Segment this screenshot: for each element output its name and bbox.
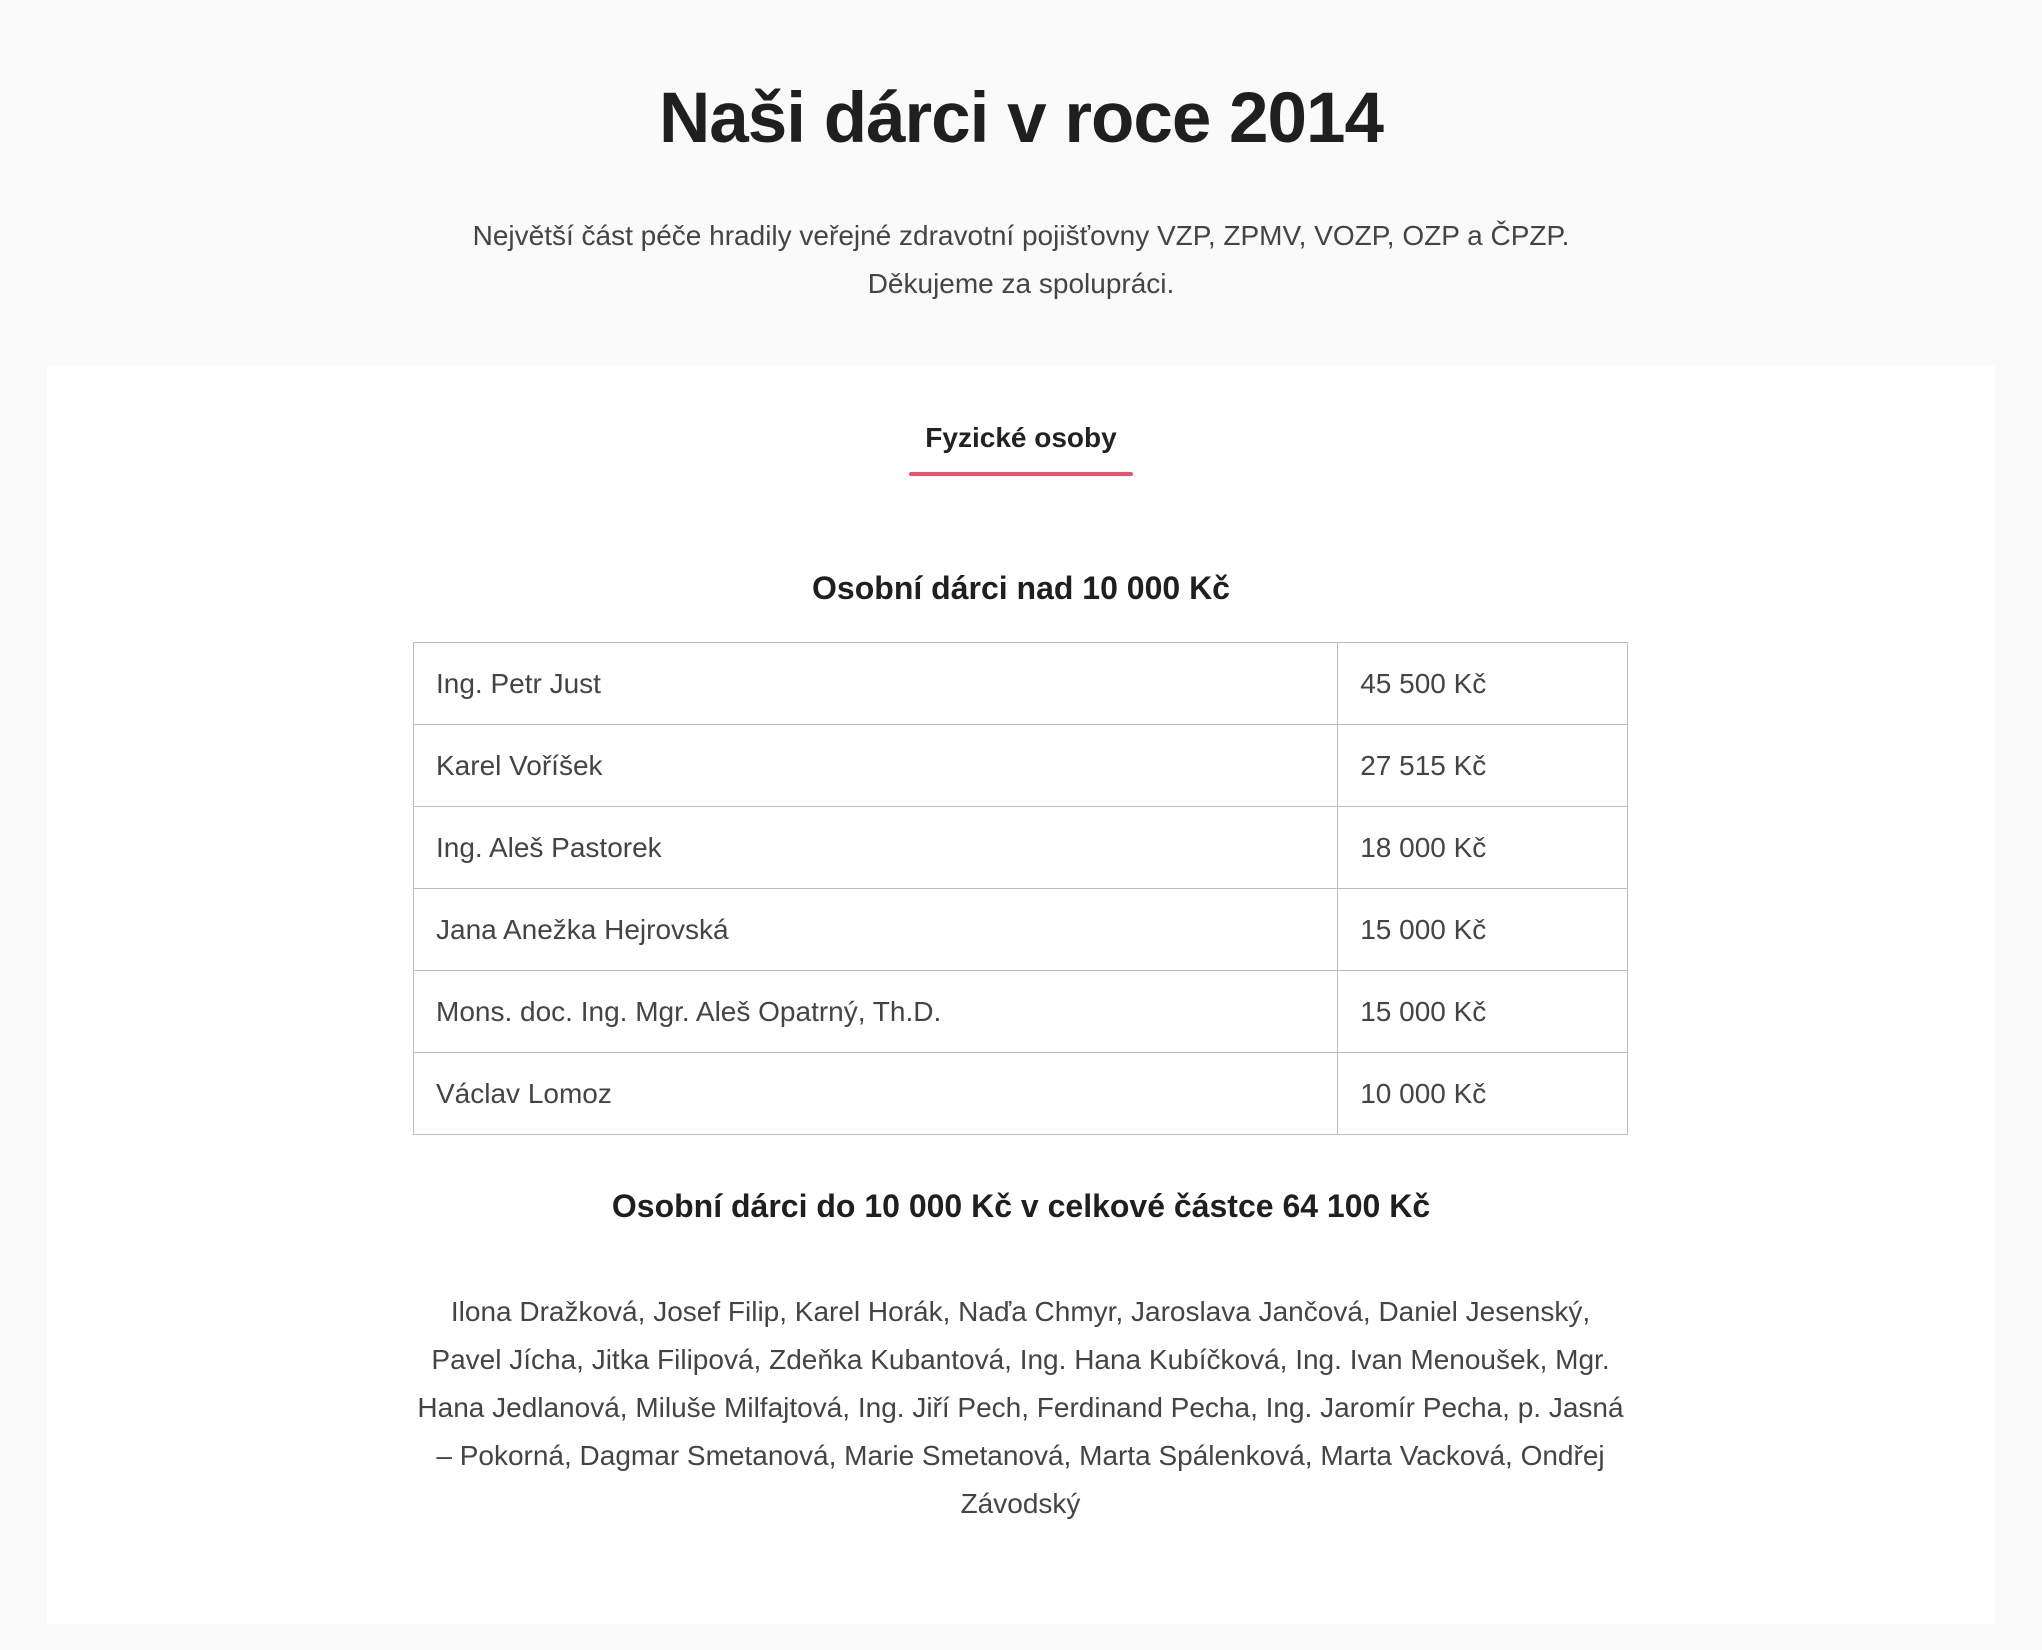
donor-amount-cell: 45 500 Kč xyxy=(1338,643,1628,725)
tab-fyzicke-osoby[interactable]: Fyzické osoby xyxy=(925,422,1117,453)
donor-name-cell: Ing. Petr Just xyxy=(414,643,1338,725)
table-row xyxy=(414,643,1628,725)
donors-card xyxy=(47,366,1995,1624)
donor-name-cell: Karel Voříšek xyxy=(414,725,1338,807)
small-donors-list: Ilona Dražková, Josef Filip, Karel Horák, Naďa Chmyr, Jaroslava Jančová, Daniel Jesenský, Pavel Jícha, Jitka Filipová, Zdeňka Kubantová, Ing. Hana Kubíčková, Ing. Ivan Menoušek, Mgr. Hana Jedlanová, Miluše Milfajtová, Ing. Jiří Pech, Ferdinand Pecha, Ing. Jaromír Pecha, p. Jasná – Pokorná, Dagmar Smetanová, Marie Smetanová, Marta Spálenková, Marta Vacková, Ondřej Závodský xyxy=(417,1296,1624,1519)
donor-amount-cell: 18 000 Kč xyxy=(1338,807,1628,889)
table-row xyxy=(414,725,1628,807)
donor-amount-cell: 10 000 Kč xyxy=(1338,1053,1628,1135)
intro-text xyxy=(0,212,2042,308)
donor-name-cell: Ing. Aleš Pastorek xyxy=(414,807,1338,889)
donor-name-cell: Václav Lomoz xyxy=(414,1053,1338,1135)
table-row xyxy=(414,889,1628,971)
donor-amount-cell: 15 000 Kč xyxy=(1338,971,1628,1053)
section-heading-under-10000: Osobní dárci do 10 000 Kč v celkové částce 64 100 Kč xyxy=(611,1188,1431,1224)
donor-name-cell: Jana Anežka Hejrovská xyxy=(414,889,1338,971)
intro-line-thanks: Děkujeme za spolupráci. xyxy=(867,268,1175,299)
donor-amount-cell: 15 000 Kč xyxy=(1338,889,1628,971)
section-heading-over-10000: Osobní dárci nad 10 000 Kč xyxy=(812,570,1230,606)
donor-amount-cell: 27 515 Kč xyxy=(1338,725,1628,807)
active-tab-indicator xyxy=(909,472,1133,476)
donors-over-10000-table xyxy=(413,642,1628,1135)
donor-name-cell: Mons. doc. Ing. Mgr. Aleš Opatrný, Th.D. xyxy=(414,971,1338,1053)
intro-line-insurers: Největší část péče hradily veřejné zdravotní pojišťovny VZP, ZPMV, VOZP, OZP a ČPZP. xyxy=(472,220,1570,251)
table-row xyxy=(414,1053,1628,1135)
table-row xyxy=(414,971,1628,1053)
page-title: Naši dárci v roce 2014 xyxy=(659,79,1383,158)
table-row xyxy=(414,807,1628,889)
